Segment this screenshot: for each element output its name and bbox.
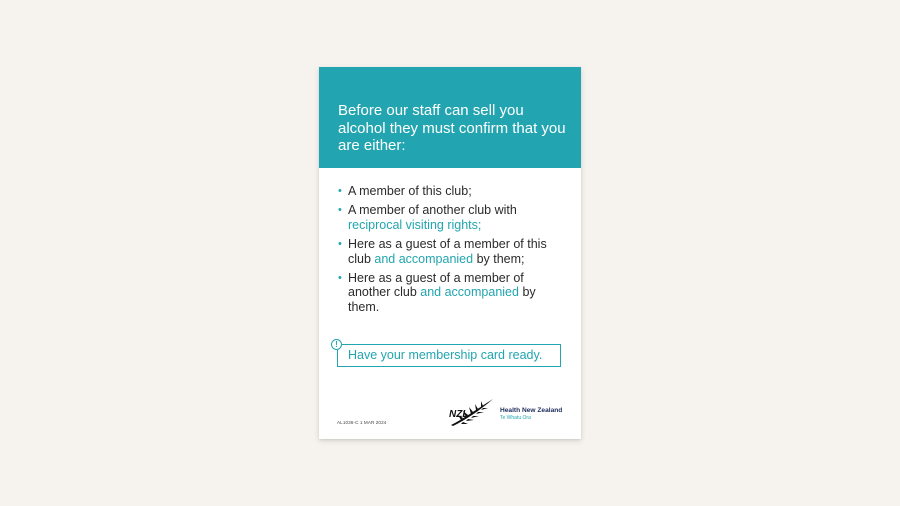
list-item-highlight: reciprocal visiting rights; — [348, 217, 482, 232]
health-nz-logo — [500, 407, 562, 421]
poster-header — [319, 67, 581, 168]
poster — [319, 67, 581, 439]
list-item-text: Here as a guest of a member of another club — [348, 270, 524, 300]
notice-text: Have your membership card ready. — [348, 348, 543, 362]
bullet-icon: • — [338, 271, 342, 284]
exclamation-circle-icon: ! — [331, 339, 342, 350]
nzl-logo-text: NZL — [449, 409, 469, 420]
list-item — [338, 184, 568, 199]
list-item — [338, 203, 568, 232]
list-item-text-end: by them; — [473, 251, 525, 266]
list-item-highlight: and accompanied — [420, 285, 519, 300]
list-item-highlight: and accompanied — [374, 251, 474, 266]
membership-card-notice — [337, 344, 561, 367]
bullet-icon: • — [338, 204, 342, 217]
bullet-icon: • — [338, 237, 342, 250]
list-item-text: A member of another club with — [348, 203, 517, 218]
list-item-text: A member of this club; — [348, 184, 472, 198]
header-title: Before our staff can sell you alcohol they must confirm that you are either: — [338, 102, 566, 154]
org-subtitle: Te Whatu Ora — [500, 414, 531, 421]
list-item — [338, 237, 568, 266]
list-item-text: Here as a guest of a member of this club — [348, 236, 547, 266]
silver-fern-icon — [449, 397, 495, 427]
org-name: Health New Zealand — [500, 407, 563, 414]
list-item-text-end: by them. — [348, 285, 536, 314]
bullet-icon: • — [338, 185, 342, 197]
requirements-list — [338, 184, 568, 319]
document-code: AL1036-C 1 MAR 2024 — [337, 420, 387, 425]
list-item — [338, 271, 568, 315]
